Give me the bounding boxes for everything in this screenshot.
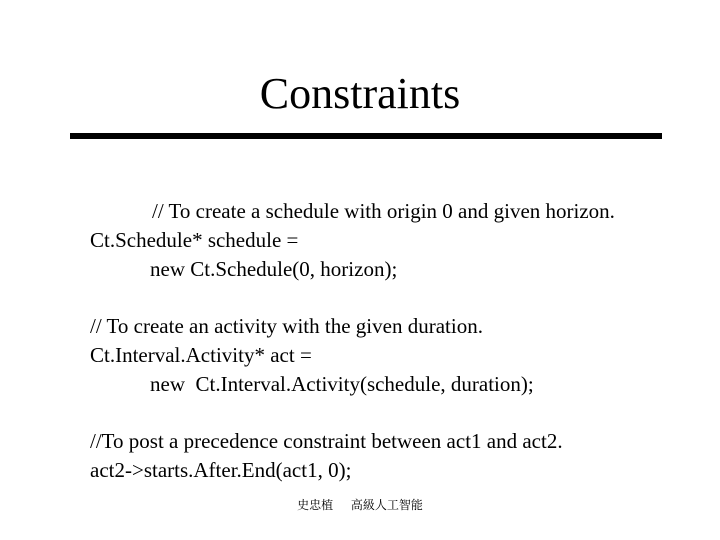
- code-line: //To post a precedence constraint between act1 and act2.: [90, 429, 563, 453]
- code-line: new Ct.Schedule(0, horizon);: [150, 257, 398, 281]
- footer-course: 高級人工智能: [350, 498, 423, 512]
- title-underline: [70, 133, 662, 139]
- code-line: Ct.Interval.Activity* act =: [90, 343, 312, 367]
- footer-author: 史忠植: [297, 498, 334, 512]
- code-line: act2->starts.After.End(act1, 0);: [90, 458, 352, 482]
- code-line: // To create an activity with the given duration.: [90, 314, 483, 338]
- code-line: // To create a schedule with origin 0 and given horizon.: [152, 199, 615, 223]
- code-line: Ct.Schedule* schedule =: [90, 228, 299, 252]
- slide-footer: [0, 497, 720, 513]
- code-line: new Ct.Interval.Activity(schedule, duration);: [150, 372, 534, 396]
- slide-title: Constraints: [259, 69, 461, 118]
